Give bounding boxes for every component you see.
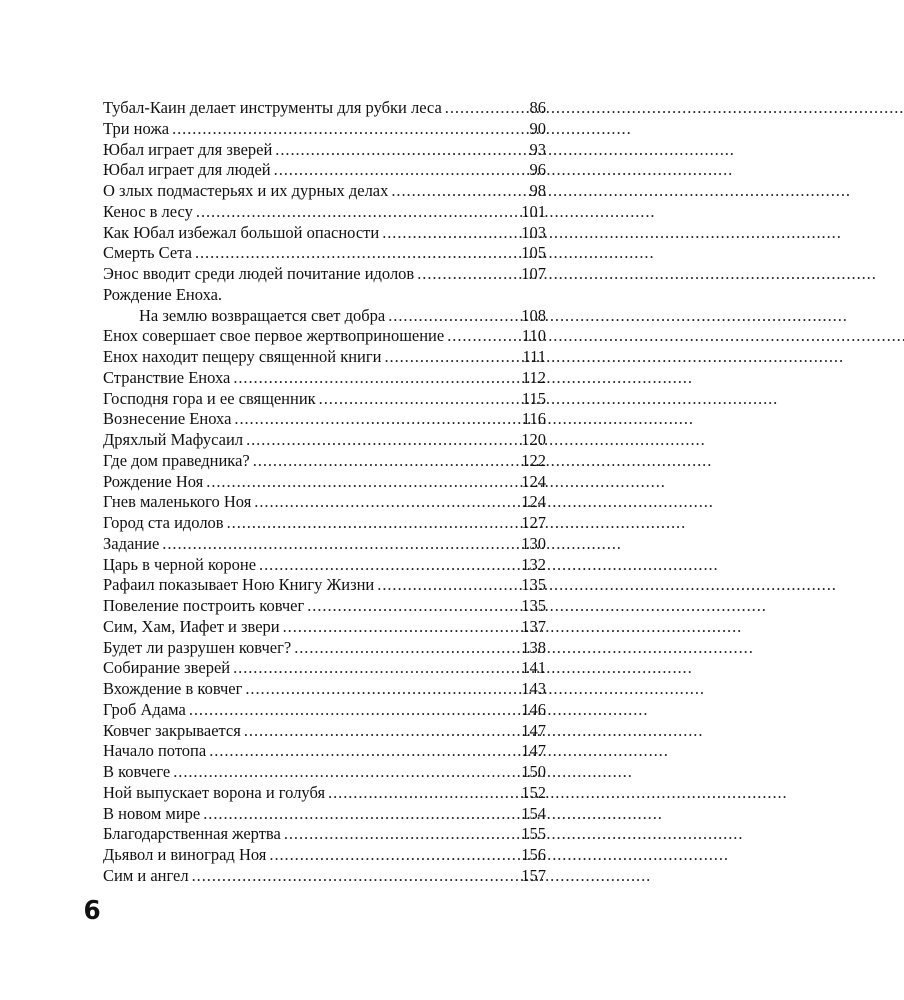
- dot-leader: [319, 389, 519, 410]
- toc-entry-page: 103: [521, 222, 546, 242]
- toc-entry-page: 124: [521, 471, 546, 491]
- toc-entry-title: В новом мире: [103, 803, 201, 823]
- toc-entry-title: Вхождение в ковчег: [103, 679, 243, 698]
- toc-entry: [103, 202, 546, 223]
- dot-leader: [284, 824, 518, 845]
- toc-entry-title: Ковчег закрывается: [103, 720, 241, 740]
- toc-entry: [103, 243, 546, 264]
- dot-leader: [233, 368, 519, 389]
- toc-entry-page: 127: [521, 513, 546, 532]
- toc-entry: [103, 347, 546, 368]
- toc-entry: [103, 306, 546, 327]
- toc-entry-title: Задание: [103, 533, 160, 553]
- toc-entry: [103, 824, 546, 845]
- dot-leader: [173, 762, 518, 783]
- dot-leader: [206, 472, 518, 493]
- toc-entry-title: Рафаил показывает Ною Книгу Жизни: [103, 575, 375, 595]
- dot-leader: [245, 679, 518, 700]
- toc-entry-page: 108: [521, 305, 546, 325]
- toc-entry-page: 156: [521, 845, 546, 864]
- dot-leader: [253, 451, 519, 472]
- dot-leader: [382, 223, 518, 244]
- toc-entry-page: 111: [522, 347, 546, 366]
- toc-entry: [103, 555, 546, 576]
- toc-entry-title: Смерть Сета: [103, 243, 192, 263]
- toc-entry-page: 93: [529, 139, 546, 159]
- toc-entry-title: Господня гора и ее священник: [103, 388, 316, 408]
- toc-entry: [103, 741, 546, 762]
- dot-leader: [227, 513, 519, 534]
- dot-leader: [391, 181, 526, 202]
- dot-leader: [283, 617, 519, 638]
- toc-entry-page: 110: [521, 326, 546, 346]
- toc-entry: [103, 119, 546, 140]
- toc-entry: [103, 98, 546, 119]
- toc-entry: [103, 513, 546, 534]
- toc-entry: [103, 326, 546, 347]
- toc-entry: [103, 264, 546, 285]
- toc-entry: [103, 430, 546, 451]
- toc-entry-page: 157: [521, 865, 546, 885]
- toc-entry-title: Как Юбал избежал большой опасности: [103, 222, 380, 242]
- toc-entry-title: Юбал играет для зверей: [103, 139, 273, 159]
- toc-entry-page: 122: [521, 450, 546, 470]
- toc-entry: [103, 638, 546, 659]
- dot-leader: [196, 202, 518, 223]
- toc-entry: [103, 160, 546, 181]
- toc-entry: [103, 783, 546, 804]
- toc-entry: [103, 679, 546, 700]
- toc-entry-page: 124: [521, 492, 546, 512]
- toc-entry: [103, 596, 546, 617]
- toc-entry-title: Юбал играет для людей: [103, 160, 271, 180]
- toc-entry: [103, 409, 546, 430]
- toc-entry: [103, 181, 546, 202]
- toc-entry-page: 152: [521, 782, 546, 802]
- dot-leader: [209, 741, 518, 762]
- toc-entry: [103, 866, 546, 887]
- toc-entry-page: 107: [521, 264, 546, 283]
- dot-leader: [259, 555, 518, 576]
- toc-entry: [103, 804, 546, 825]
- toc-entry: [103, 845, 546, 866]
- toc-entry-title: Вознесение Еноха: [103, 409, 232, 429]
- toc-entry-title: Рождение Еноха.: [103, 284, 223, 304]
- dot-leader: [307, 596, 518, 617]
- dot-leader: [172, 119, 526, 140]
- toc-entry: [103, 492, 546, 513]
- table-of-contents: [103, 98, 546, 887]
- toc-entry-title: Рождение Ноя: [103, 471, 204, 491]
- toc-entry-title: Гроб Адама: [103, 699, 186, 719]
- toc-entry-title: Дряхлый Мафусаил: [103, 430, 244, 449]
- toc-entry-title: Благодарственная жертва: [103, 824, 281, 844]
- toc-entry-title: Странствие Еноха: [103, 367, 231, 387]
- toc-entry-page: 86: [529, 98, 546, 117]
- toc-entry: [103, 451, 546, 472]
- toc-entry-title: Три ножа: [103, 118, 170, 138]
- dot-leader: [195, 243, 518, 264]
- toc-entry-title: На землю возвращается свет добра: [139, 305, 386, 325]
- toc-entry-page: 96: [529, 160, 546, 180]
- toc-entry-title: Гнев маленького Ноя: [103, 492, 252, 512]
- toc-entry-page: 135: [521, 596, 546, 615]
- toc-entry-page: 98: [529, 181, 546, 200]
- toc-entry-page: 143: [521, 679, 546, 698]
- toc-entry-page: 116: [521, 409, 546, 429]
- toc-entry-page: 154: [521, 803, 546, 823]
- page-number: 6: [83, 896, 101, 926]
- dot-leader: [417, 264, 518, 285]
- toc-entry: [103, 575, 546, 596]
- toc-entry-title: Будет ли разрушен ковчег?: [103, 637, 292, 657]
- dot-leader: [274, 160, 527, 181]
- toc-entry-page: 150: [521, 762, 546, 781]
- toc-entry: [103, 223, 546, 244]
- dot-leader: [447, 326, 519, 347]
- toc-entry-title: Сим, Хам, Иафет и звери: [103, 616, 280, 636]
- toc-entry-page: 155: [521, 824, 546, 844]
- toc-entry-page: 147: [521, 741, 546, 761]
- toc-entry-title: Где дом праведника?: [103, 450, 250, 470]
- toc-entry: [103, 721, 546, 742]
- toc-entry-page: 137: [521, 616, 546, 636]
- toc-entry: [103, 762, 546, 783]
- toc-entry: [103, 617, 546, 638]
- toc-entry: [103, 472, 546, 493]
- toc-entry: [103, 658, 546, 679]
- toc-entry-title: Енох совершает свое первое жертвоприношение: [103, 326, 445, 346]
- dot-leader: [328, 783, 518, 804]
- toc-entry: [103, 389, 546, 410]
- dot-leader: [269, 845, 518, 866]
- dot-leader: [162, 534, 518, 555]
- dot-leader: [445, 98, 527, 119]
- toc-entry: [103, 700, 546, 721]
- toc-entry-title: О злых подмастерьях и их дурных делах: [103, 181, 389, 200]
- toc-entry-title: Тубал-Каин делает инструменты для рубки леса: [103, 98, 442, 117]
- toc-entry-title: Кенос в лесу: [103, 201, 193, 221]
- toc-entry: [103, 285, 546, 306]
- toc-entry-title: Начало потопа: [103, 741, 207, 761]
- dot-leader: [244, 721, 518, 742]
- toc-entry-title: Энос вводит среди людей почитание идолов: [103, 264, 415, 283]
- dot-leader: [384, 347, 519, 368]
- toc-entry-page: 112: [521, 367, 546, 387]
- toc-entry-title: Сим и ангел: [103, 865, 189, 885]
- dot-leader: [377, 575, 518, 596]
- toc-entry: [103, 140, 546, 161]
- toc-entry-page: 147: [521, 720, 546, 740]
- toc-entry-page: 101: [521, 201, 546, 221]
- dot-leader: [234, 409, 518, 430]
- toc-entry-page: 141: [521, 658, 546, 678]
- dot-leader: [254, 492, 518, 513]
- dot-leader: [192, 866, 519, 887]
- toc-entry-title: Дьявол и виноград Ноя: [103, 845, 267, 864]
- toc-entry-page: 146: [521, 699, 546, 719]
- dot-leader: [203, 804, 518, 825]
- toc-entry-title: Город ста идолов: [103, 513, 224, 532]
- toc-entry-page: 132: [521, 554, 546, 574]
- toc-entry-title: Повеление построить ковчег: [103, 596, 305, 615]
- toc-entry-title: Ной выпускает ворона и голубя: [103, 782, 326, 802]
- toc-entry: [103, 368, 546, 389]
- dot-leader: [388, 306, 518, 327]
- dot-leader: [233, 658, 518, 679]
- toc-entry-title: Собирание зверей: [103, 658, 231, 678]
- dot-leader: [246, 430, 518, 451]
- dot-leader: [275, 140, 526, 161]
- toc-entry-page: 130: [521, 533, 546, 553]
- toc-entry-page: 90: [529, 118, 546, 138]
- toc-entry: [103, 534, 546, 555]
- toc-entry-title: Царь в черной короне: [103, 554, 257, 574]
- toc-entry-page: 120: [521, 430, 546, 449]
- toc-entry-page: 138: [521, 637, 546, 657]
- dot-leader: [189, 700, 518, 721]
- toc-entry-title: Енох находит пещеру священной книги: [103, 347, 382, 366]
- dot-leader: [294, 638, 518, 659]
- toc-entry-title: В ковчеге: [103, 762, 171, 781]
- toc-entry-page: 105: [521, 243, 546, 263]
- toc-entry-page: 135: [521, 575, 546, 595]
- toc-entry-page: 115: [521, 388, 546, 408]
